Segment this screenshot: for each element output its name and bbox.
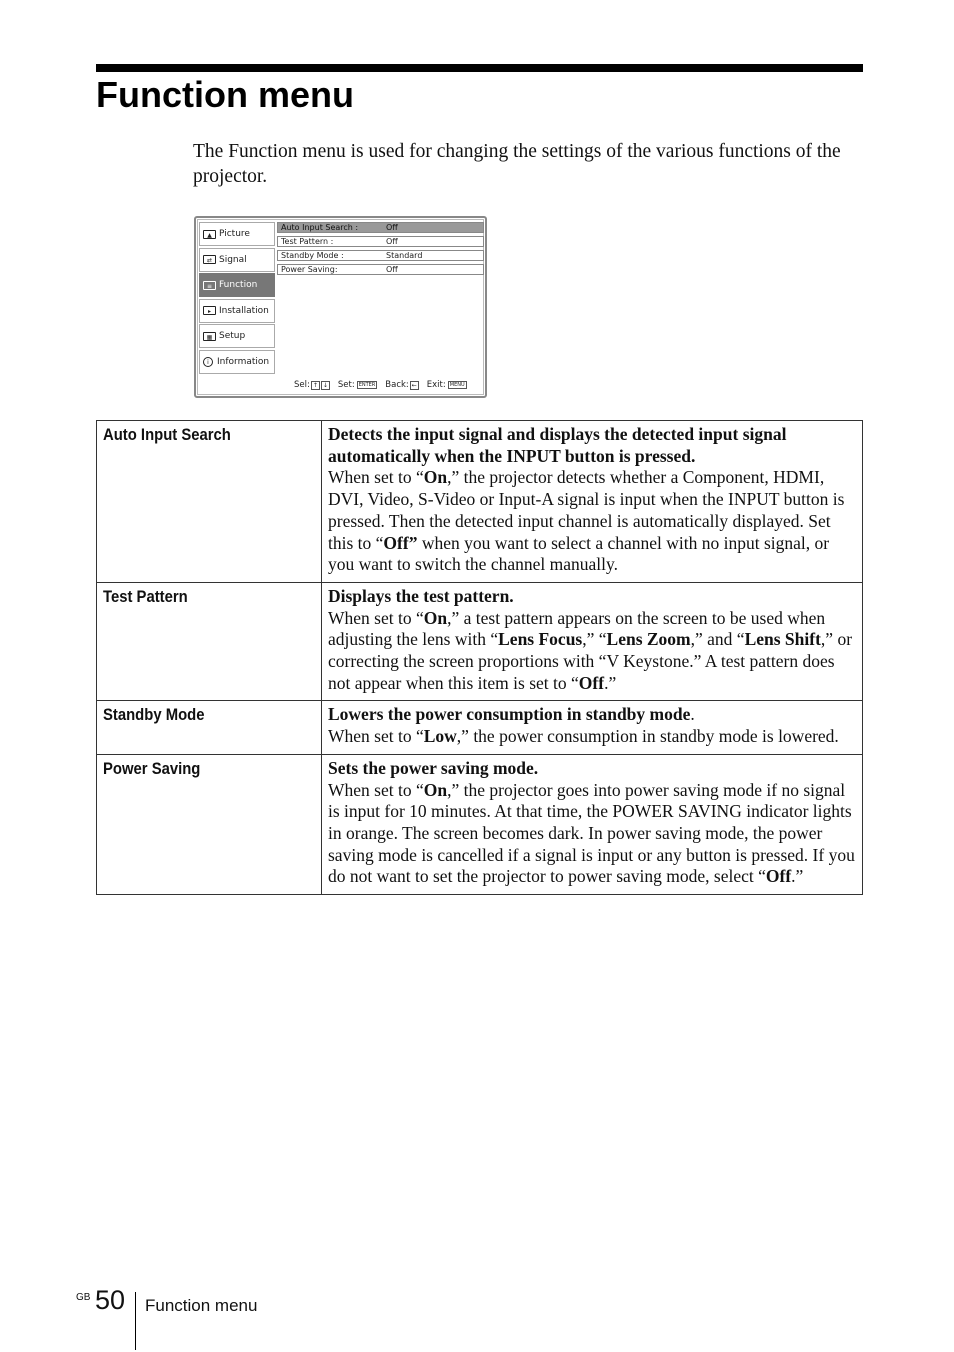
body-text: When set to “	[328, 607, 424, 628]
table-row	[97, 701, 863, 754]
body-text: ,” “	[582, 629, 607, 650]
osd-menu-label: Signal	[219, 254, 247, 265]
table-row	[97, 582, 863, 701]
item-name: Standby Mode	[103, 706, 205, 725]
emphasis-text: On	[423, 607, 448, 628]
page-title: Function menu	[96, 74, 354, 115]
item-lead: Displays the test pattern.	[328, 585, 514, 606]
item-description	[322, 701, 863, 754]
item-name-cell	[97, 421, 322, 583]
item-name-cell	[97, 754, 322, 894]
emphasis-text: Low	[423, 726, 457, 747]
item-body	[328, 467, 856, 576]
osd-menu-item-installation	[199, 299, 275, 323]
body-text: .”	[791, 866, 804, 887]
osd-menu-item-function	[199, 273, 275, 297]
osd-row-power-saving	[277, 264, 484, 275]
osd-row-standby-mode	[277, 250, 484, 261]
function-icon: ≡	[203, 281, 216, 290]
setup-icon: ▦	[203, 332, 216, 341]
osd-sidebar	[199, 222, 275, 376]
item-body	[328, 608, 856, 695]
osd-exit-label: Exit:	[426, 380, 446, 390]
body-text: ,” and “	[690, 629, 745, 650]
osd-row-value: Off	[386, 223, 398, 232]
item-body	[328, 780, 856, 889]
item-name: Test Pattern	[103, 587, 188, 606]
osd-menu-item-setup	[199, 324, 275, 348]
body-text: When set to “	[328, 726, 424, 747]
footer-divider	[135, 1292, 136, 1350]
item-description	[322, 421, 863, 583]
osd-row-auto-input-search	[277, 222, 484, 233]
osd-set-label: Set:	[337, 380, 355, 390]
osd-menu-label: Function	[219, 280, 258, 291]
emphasis-text: Off	[578, 672, 605, 693]
body-text: When set to “	[328, 467, 424, 488]
region-code: GB	[76, 1292, 91, 1303]
osd-menu-label: Picture	[219, 229, 250, 239]
installation-icon: ▸	[203, 306, 216, 315]
intro-paragraph: The Function menu is used for changing the settings of the various functions of the projector.	[193, 141, 841, 187]
osd-back-label: Back:	[385, 380, 409, 390]
osd-row-value: Standard	[386, 251, 423, 260]
body-text: When set to “	[328, 779, 424, 800]
item-description	[322, 582, 863, 701]
osd-row-key: Power Saving:	[281, 265, 338, 274]
page-number: 50	[95, 1285, 126, 1315]
osd-menu-key: MENU	[449, 382, 465, 388]
body-text: ,” a test pattern appears on the screen to be used when adjusting the lens with “	[328, 607, 826, 650]
osd-menu-label: Installation	[219, 305, 269, 316]
body-text: .”	[604, 672, 617, 693]
item-name-cell	[97, 582, 322, 701]
arrow-down-icon: ↓	[322, 381, 328, 389]
osd-row-value: Off	[386, 265, 398, 274]
item-lead: Detects the input signal and displays the detected input signal automatically when the INPUT button is pressed.	[328, 424, 787, 466]
osd-row-test-pattern	[277, 236, 484, 247]
osd-menu-label: Setup	[219, 331, 246, 342]
body-text: ,” the projector detects whether a Component, HDMI, DVI, Video, S-Video or Input-A signal is input when the INPUT button is pressed. Then the detected input channel is automatically displayed. Set this to “	[328, 467, 845, 553]
item-description	[322, 754, 863, 894]
emphasis-text: Lens Zoom	[606, 629, 691, 650]
item-name-cell	[97, 701, 322, 754]
body-text: when you want to select a channel with no input signal, or you want to switch the channel manually.	[328, 532, 830, 575]
osd-row-value: Off	[386, 237, 398, 246]
table-row	[97, 754, 863, 894]
item-name: Power Saving	[103, 759, 201, 778]
body-text: ,” or correcting the screen proportions with “V Keystone.” A test pattern does not appear when this item is set to “	[328, 629, 853, 693]
body-text: ,” the projector goes into power saving mode if no signal is input for 10 minutes. At that time, the POWER SAVING indicator lights in orange. The screen becomes dark. In power saving mode, the power saving mode is cancelled if a signal is input or any button is pressed. If you do not want to set the projector to power saving mode, select “	[328, 779, 855, 887]
signal-icon: ⇄	[203, 255, 216, 264]
osd-footer	[294, 380, 475, 390]
osd-menu-label: Information	[217, 356, 270, 367]
osd-menu-item-signal	[199, 248, 275, 272]
item-lead: Lowers the power consumption in standby mode	[328, 704, 691, 725]
item-lead-suffix: .	[690, 704, 695, 725]
body-text: ,” the power consumption in standby mode is lowered.	[456, 726, 839, 747]
function-table	[96, 420, 863, 895]
item-lead: Sets the power saving mode.	[328, 757, 539, 778]
header-rule	[96, 64, 863, 72]
item-name: Auto Input Search	[103, 426, 231, 444]
emphasis-text: Lens Shift	[744, 629, 821, 650]
osd-row-key: Standby Mode :	[281, 251, 344, 260]
information-icon: i	[203, 357, 213, 367]
emphasis-text: On	[423, 467, 448, 488]
item-body	[328, 726, 856, 748]
emphasis-text: Lens Focus	[498, 629, 583, 650]
osd-row-key: Test Pattern :	[281, 237, 334, 246]
osd-menu-item-information	[199, 350, 275, 374]
item-lead-line	[328, 704, 856, 726]
arrow-left-icon: ←	[411, 381, 417, 389]
osd-settings-list	[277, 222, 484, 278]
osd-menu-item-picture	[199, 222, 275, 246]
osd-menu-screenshot	[194, 216, 487, 398]
emphasis-text: On	[423, 779, 448, 800]
table-row	[97, 421, 863, 583]
emphasis-text: Off	[765, 866, 792, 887]
osd-enter-key: ENTER	[358, 382, 376, 388]
picture-icon: ▲	[203, 230, 216, 239]
arrow-up-icon: ↑	[312, 381, 318, 389]
emphasis-text: Off”	[383, 532, 418, 553]
footer-section-title: Function menu	[145, 1296, 258, 1315]
osd-sel-label: Sel:	[294, 380, 310, 390]
osd-row-key: Auto Input Search :	[281, 223, 359, 232]
